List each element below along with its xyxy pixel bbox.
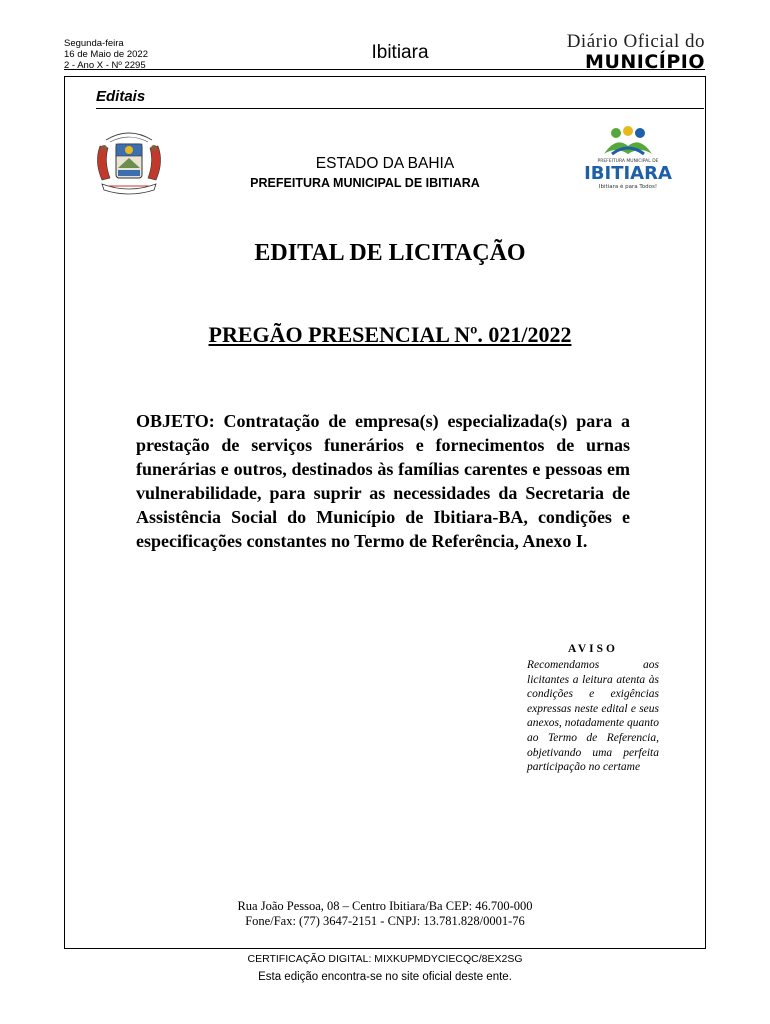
state-name: ESTADO DA BAHIA (315, 155, 455, 172)
document-subtitle: PREGÃO PRESENCIAL Nº. 021/2022 (208, 322, 572, 347)
logo-slogan-text: Ibitiara é para Todos! (598, 184, 658, 190)
masthead-line2: MUNICÍPIO (585, 51, 705, 73)
header-divider (64, 69, 705, 70)
bahia-coat-of-arms-icon (88, 128, 170, 200)
header-weekday: Segunda-feira (64, 38, 124, 49)
header-date: 16 de Maio de 2022 (64, 49, 148, 60)
objeto-text: Contratação de empresa(s) especializada(s) para a prestação de serviços funerários e fornecimentos de urnas funerárias e outros, destinados às famílias carentes e pessoas em vulnerabilidade, para suprir as necessidades da Secretaria de Assistência Social do Município de Ibitiara-BA, condições e especificações constantes no Termo de Referência, Anexo I. (136, 411, 630, 551)
logo-small-text: PREFEITURA MUNICIPAL DE (597, 159, 659, 164)
logo-name-text: IBITIARA (584, 163, 672, 184)
header-edition: 2 - Ano X - Nº 2295 (64, 60, 146, 71)
footer-address (160, 899, 610, 929)
header-date-block (64, 38, 148, 71)
edition-note: Esta edição encontra-se no site oficial deste ente. (258, 971, 512, 983)
objeto-label: OBJETO: (136, 411, 215, 431)
masthead-line1: Diário Oficial do (566, 31, 705, 52)
aviso-heading: AVISO (568, 643, 618, 655)
aviso-text: Recomendamos aos licitantes a leitura atenta às condições e exigências expressas neste edital e seus anexos, notadamente quanto ao Termo de Referencia, objetivando uma perfeita participação no certame (527, 659, 659, 774)
header-city: Ibitiara (371, 42, 429, 63)
section-divider (96, 108, 704, 109)
section-label: Editais (96, 88, 146, 105)
prefeitura-name: PREFEITURA MUNICIPAL DE IBITIARA (250, 176, 480, 190)
diario-oficial-masthead (565, 32, 705, 72)
ibitiara-logo-icon (582, 124, 674, 194)
document-title: EDITAL DE LICITAÇÃO (254, 240, 526, 266)
digital-certification: CERTIFICAÇÃO DIGITAL: MIXKUPMDYCIECQC/8EX2SG (247, 953, 523, 965)
objeto-paragraph (136, 409, 630, 553)
footer-address-line1: Rua João Pessoa, 08 – Centro Ibitiara/Ba CEP: 46.700-000 (237, 899, 533, 913)
footer-address-line2: Fone/Fax: (77) 3647-2151 - CNPJ: 13.781.828/0001-76 (245, 914, 525, 928)
